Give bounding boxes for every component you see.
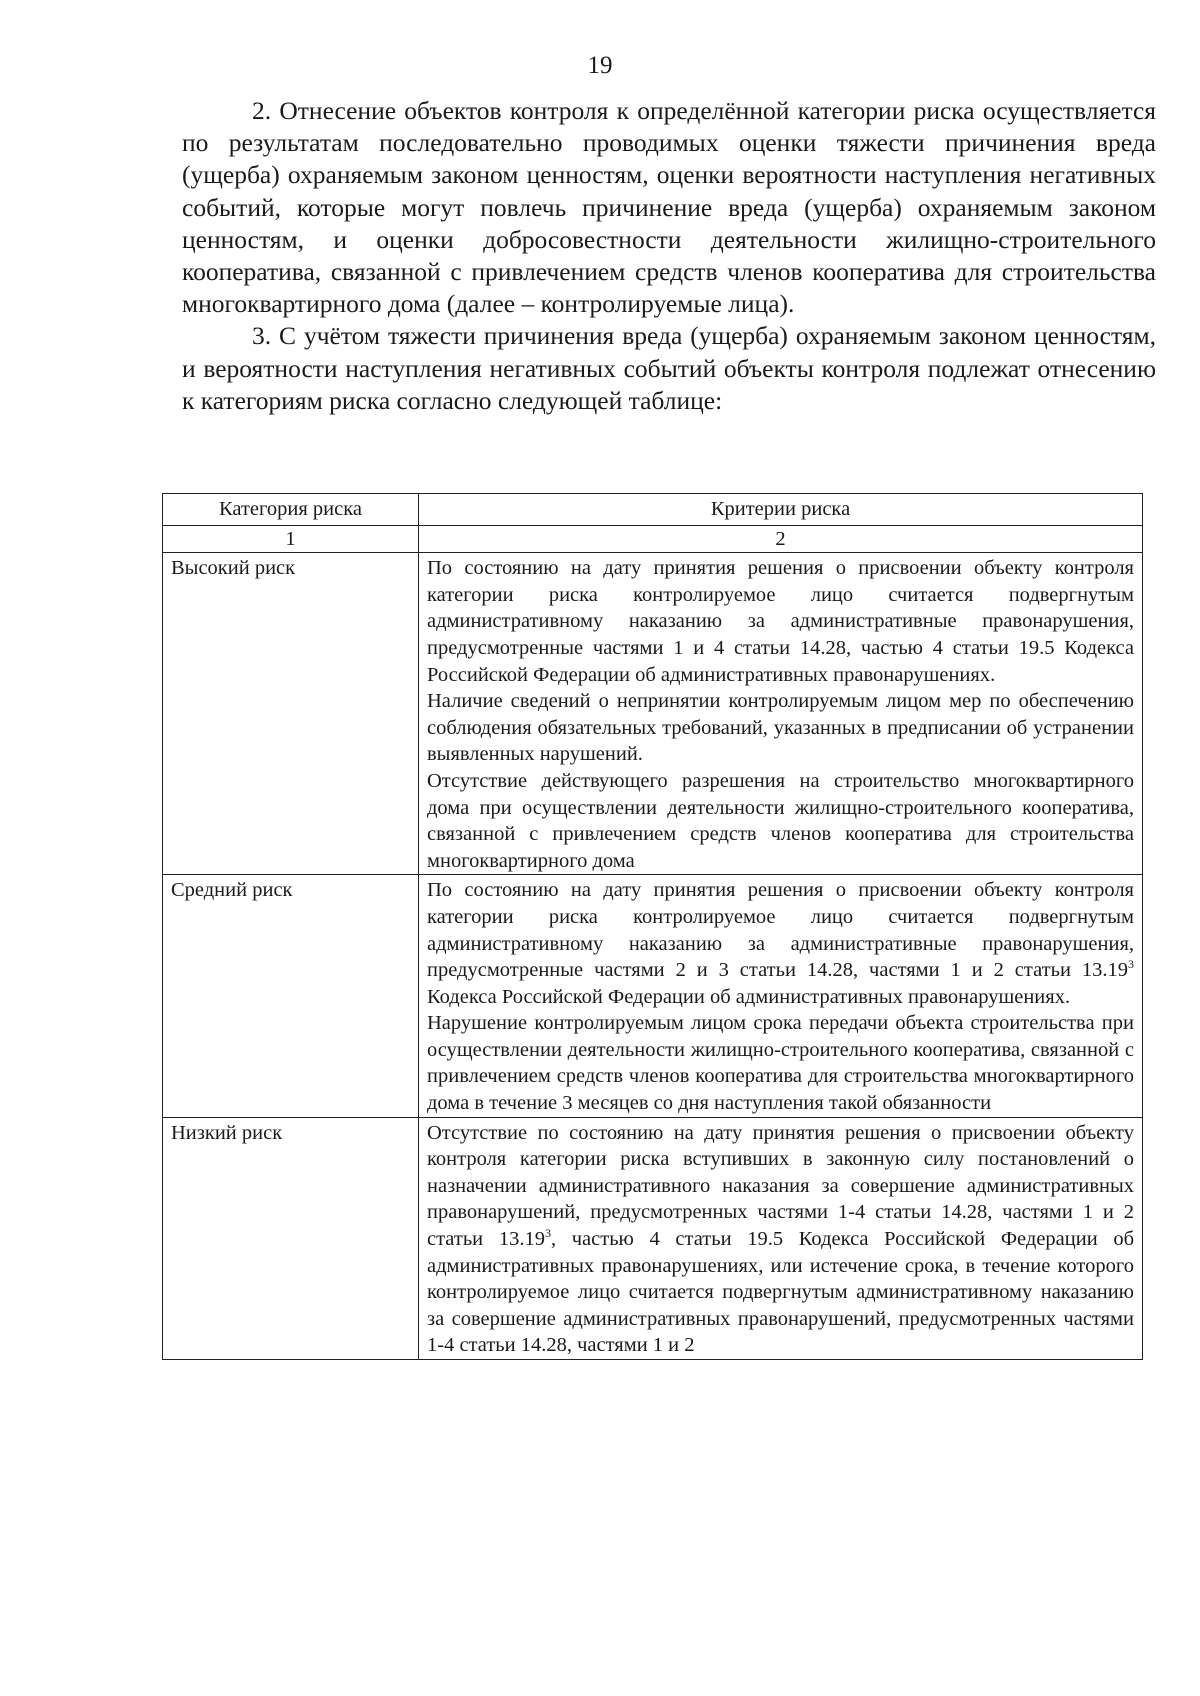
risk-criteria-medium: [419, 875, 1143, 1117]
criteria-text: Отсутствие действующего разрешения на строительство многоквартирного дома при осуществлении деятельности жилищно-строительного кооператива, связанной с привлечением средств членов кооператива для строительства многоквартирного дома: [427, 769, 1134, 872]
table-row-high-risk: [163, 553, 1143, 875]
header-risk-criteria: Критерии риска: [419, 494, 1143, 526]
page-number: 19: [587, 52, 613, 79]
criteria-text-segment: По состоянию на дату принятия решения о присвоении объекту контроля категории риска контролируемое лицо считается подвергнутым административному наказанию за административные правонарушения, предусмотренные частями 2 и 3 статьи 14.28, частями 1 и 2 статьи 13.19: [427, 879, 1134, 982]
superscript: 3: [544, 1226, 551, 1241]
criteria-text: [427, 877, 1134, 1010]
table-header-row: [163, 494, 1143, 526]
paragraph-2: 2. Отнесение объектов контроля к определённой категории риска осуществляется по результатам последовательно проводимых оценки тяжести причинения вреда (ущерба) охраняемым законом ценностям, оценки вероятности наступления негативных событий, которые могут повлечь причинение вреда (ущерба) охраняемым законом ценностям, и оценки добросовестности деятельности жилищно-строительного кооператива, связанной с привлечением средств членов кооператива для строительства многоквартирного дома (далее – контролируемые лица).: [182, 96, 1156, 319]
criteria-text: [427, 1120, 1134, 1359]
criteria-text-segment: Отсутствие по состоянию на дату принятия решения о присвоении объекту контроля категории риска вступивших в законную силу постановлений о назначении административного наказания за совершение административных правонарушений, предусмотренных частями 1-4 статьи 14.28, частями 1 и 2 статьи 13.19: [427, 1121, 1134, 1251]
risk-category-medium: Средний риск: [163, 875, 419, 1117]
criteria-text: Наличие сведений о непринятии контролируемым лицом мер по обеспечению соблюдения обязательных требований, указанных в предписании об устранении выявленных нарушений.: [427, 690, 1134, 766]
risk-category-low: Низкий риск: [163, 1117, 419, 1359]
superscript: 3: [1128, 957, 1134, 972]
risk-category-high: Высокий риск: [163, 553, 419, 875]
table-row-medium-risk: [163, 875, 1143, 1117]
table-column-number-row: [163, 525, 1143, 553]
table-row-low-risk: [163, 1117, 1143, 1359]
column-number-2: 2: [419, 525, 1143, 553]
header-risk-category: Категория риска: [163, 494, 419, 526]
body-text: [182, 95, 1156, 417]
column-number-1: 1: [163, 525, 419, 553]
paragraph-3: 3. С учётом тяжести причинения вреда (ущерба) охраняемым законом ценностям, и вероятности наступления негативных событий объекты контроля подлежат отнесению к категориям риска согласно следующей таблице:: [182, 321, 1156, 415]
criteria-text: По состоянию на дату принятия решения о присвоении объекту контроля категории риска контролируемое лицо считается подвергнутым административному наказанию за административные правонарушения, предусмотренные частями 1 и 4 статьи 14.28, частью 4 статьи 19.5 Кодекса Российской Федерации об административных правонарушениях.: [427, 557, 1134, 686]
criteria-text-segment: Кодекса Российской Федерации об административных правонарушениях.: [427, 985, 1071, 1008]
criteria-text: Нарушение контролируемым лицом срока передачи объекта строительства при осуществлении деятельности жилищно-строительного кооператива, связанной с привлечением средств членов кооператива для строительства многоквартирного дома в течение 3 месяцев со дня наступления такой обязанности: [427, 1012, 1134, 1115]
risk-category-table: [162, 493, 1143, 1360]
criteria-text-segment: , частью 4 статьи 19.5 Кодекса Российской Федерации об административных правонарушениях, или истечение срока, в течение которого контролируемое лицо считается подвергнутым административному наказанию за совершение административных правонарушений, предусмотренных частями 1-4 статьи 14.28, частями 1 и 2: [427, 1228, 1135, 1357]
risk-criteria-high: [419, 553, 1143, 875]
risk-criteria-low: [419, 1117, 1143, 1359]
